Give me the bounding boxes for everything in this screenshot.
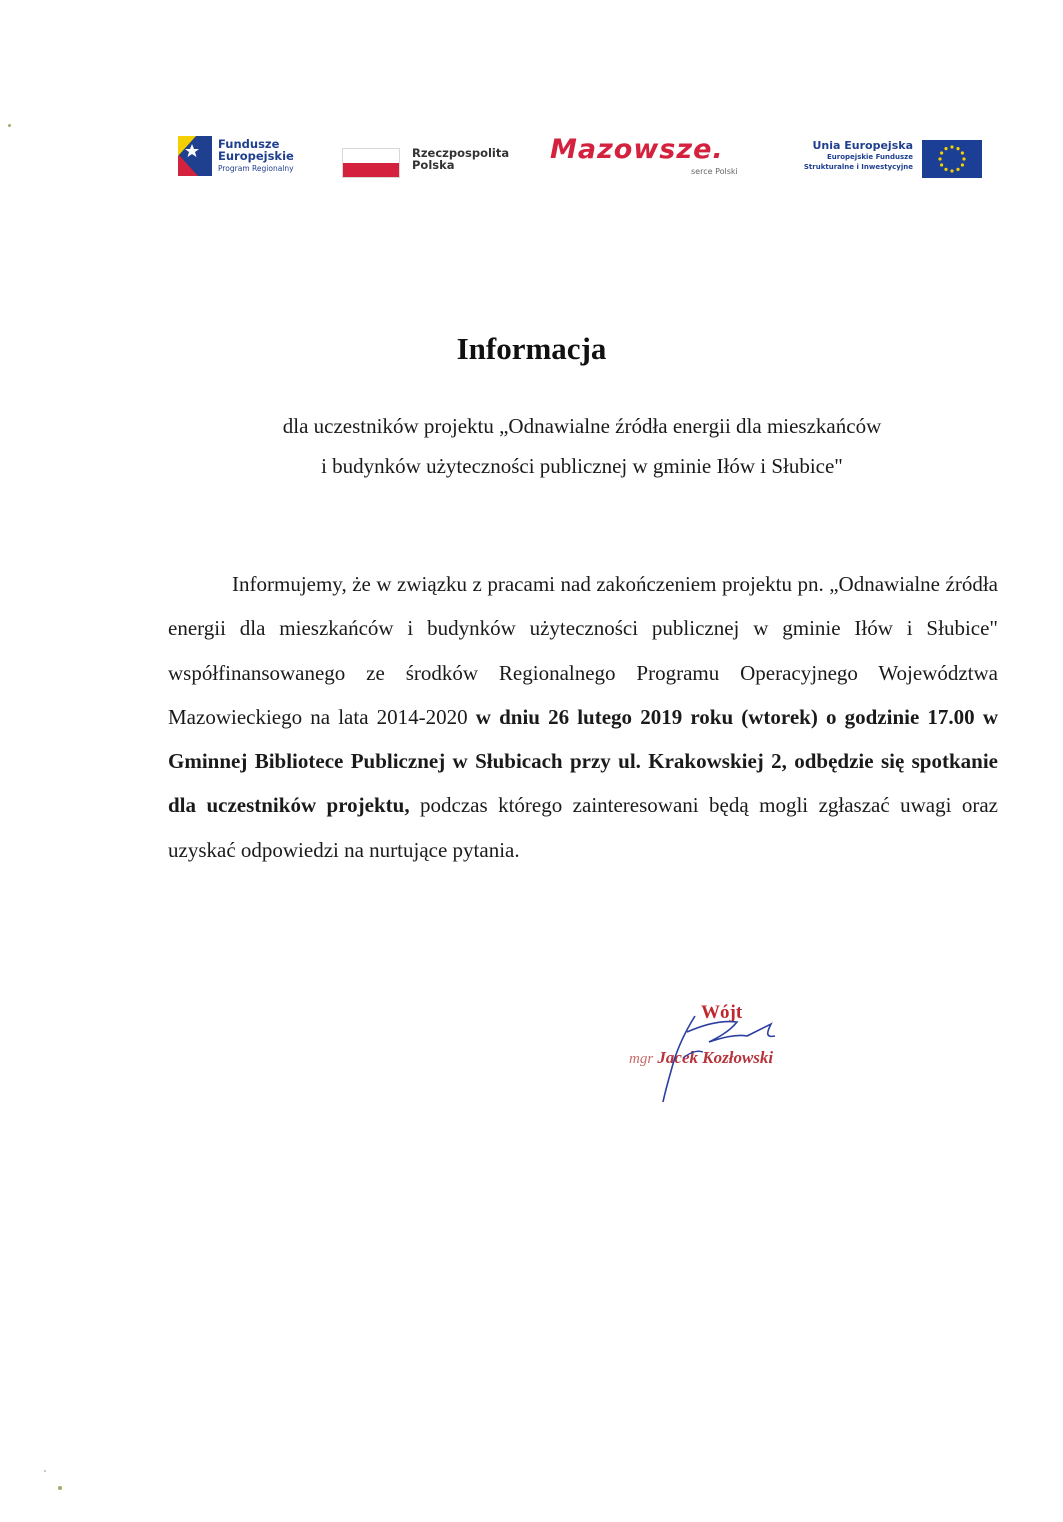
fundusze-name-line1: Fundusze [218, 137, 280, 151]
scan-speck [44, 1470, 46, 1472]
fundusze-name-line2: Europejskie [218, 149, 294, 163]
fundusze-europejskie-mark-icon [178, 136, 212, 176]
polish-flag-icon [342, 148, 400, 178]
logo-bar [0, 132, 1063, 188]
fundusze-sub: Program Regionalny [218, 164, 294, 173]
rzeczpospolita-polska-logo [340, 140, 540, 180]
rzeczpospolita-text [412, 147, 509, 171]
scan-speck [58, 1486, 62, 1490]
unia-europejska-text [780, 140, 913, 172]
signature-stamp [625, 1002, 845, 1112]
signature-title: Wójt [701, 1002, 743, 1023]
unia-sub1: Europejskie Fundusze [827, 153, 913, 161]
unia-europejska-logo [780, 138, 985, 182]
announcement-body [168, 562, 998, 872]
signature-prefix: mgr [629, 1051, 654, 1067]
rzeczpospolita-line2: Polska [412, 158, 455, 172]
unia-sub2: Strukturalne i Inwestycyjne [803, 163, 913, 171]
scan-speck [8, 124, 11, 127]
body-text-part1: Informujemy, że w związku z pracami nad zakończeniem projektu pn. „Odnawialne źródła energii dla mieszkańców i budynków użyteczności publicznej w gminie Iłów i Słubice" współfinansowanego ze środków Regionalnego Programu Operacyjnego Województwa Mazowieckiego na lata 2014-2020 [168, 572, 998, 729]
unia-name: Unia Europejska [812, 139, 913, 152]
body-text-bold: w dniu 26 lutego 2019 roku (wtorek) o godzinie 17.00 w Gminnej Bibliotece Publicznej w Słubicach przy ul. Krakowskiej 2, odbędzie się spotkanie dla uczestników projektu, [168, 704, 998, 818]
document-subtitle [150, 406, 1014, 486]
mazowsze-sub: serce Polski [691, 167, 738, 176]
handwritten-signature-icon [625, 1002, 845, 1112]
document-title: Informacja [456, 331, 607, 366]
subtitle-line1: dla uczestników projektu „Odnawialne źródła energii dla mieszkańców [282, 414, 882, 438]
mazowsze-wordmark: Mazowsze. [550, 134, 724, 165]
subtitle-line2: i budynków użyteczności publicznej w gminie Iłów i Słubice" [321, 454, 843, 478]
body-text-part2: podczas którego zainteresowani będą mogli zgłaszać uwagi oraz uzyskać odpowiedzi na nurtujące pytania. [168, 793, 999, 862]
signature-person: Jacek Kozłowski [657, 1048, 774, 1067]
eu-flag-icon [922, 140, 982, 178]
mazowsze-logo [550, 134, 760, 182]
fundusze-europejskie-text [218, 138, 294, 175]
fundusze-europejskie-logo [178, 134, 318, 182]
rzeczpospolita-line1: Rzeczpospolita [412, 146, 510, 160]
